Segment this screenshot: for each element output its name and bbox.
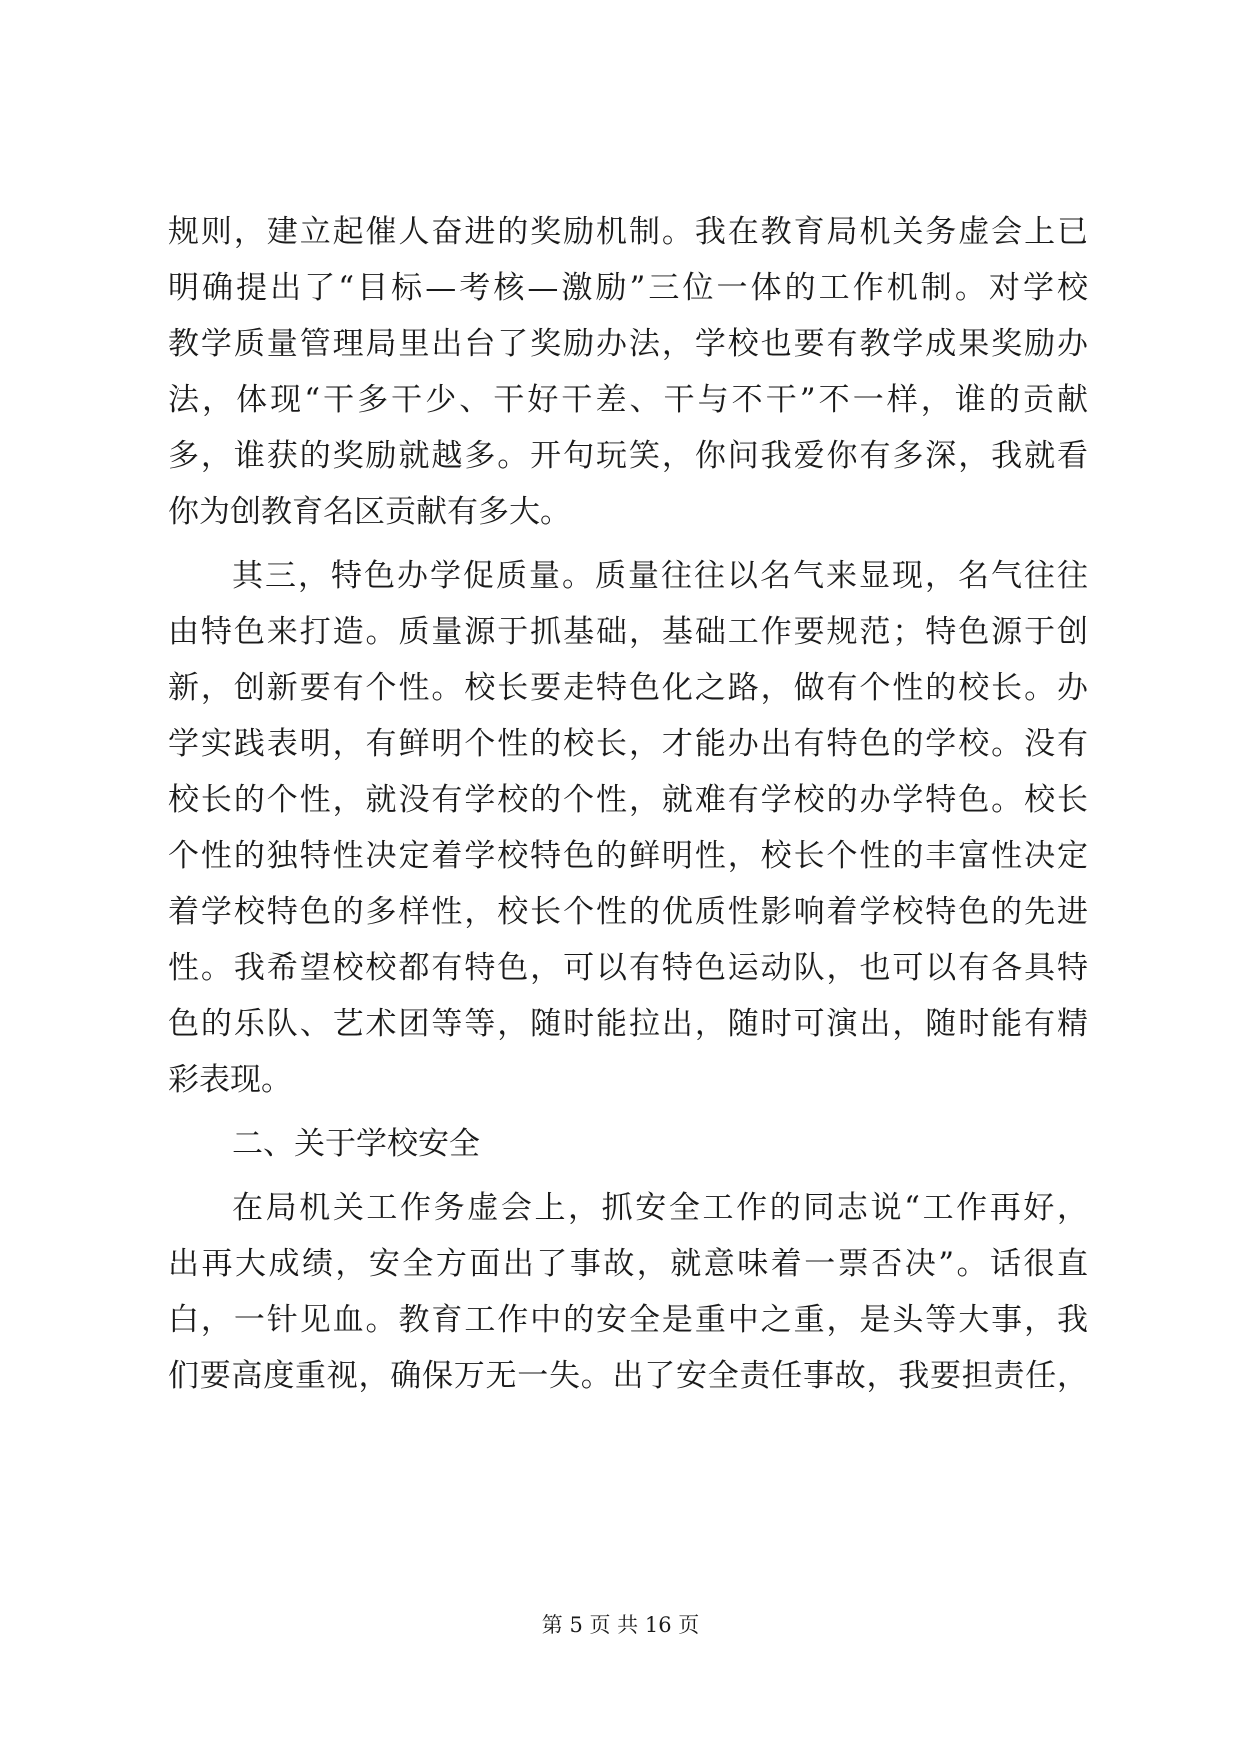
body-line: 法，体现“干多干少、干好干差、干与不干”不一样，谁的贡献 xyxy=(168,382,1088,418)
body-line: 性。我希望校校都有特色，可以有特色运动队，也可以有各具特 xyxy=(168,950,1088,986)
body-line: 明确提出了“目标—考核—激励”三位一体的工作机制。对学校 xyxy=(168,270,1088,306)
paragraph-first-line: 在局机关工作务虚会上，抓安全工作的同志说“工作再好， xyxy=(232,1190,1088,1226)
paragraph-first-line: 其三，特色办学促质量。质量往往以名气来显现，名气往往 xyxy=(232,558,1088,594)
body-line: 由特色来打造。质量源于抓基础，基础工作要规范；特色源于创 xyxy=(168,614,1088,650)
body-line: 色的乐队、艺术团等等，随时能拉出，随时可演出，随时能有精 xyxy=(168,1006,1088,1042)
page-footer: 第 5 页 共 16 页 xyxy=(541,1613,700,1637)
body-line: 新，创新要有个性。校长要走特色化之路，做有个性的校长。办 xyxy=(168,670,1088,706)
body-line: 个性的独特性决定着学校特色的鲜明性，校长个性的丰富性决定 xyxy=(168,838,1088,874)
body-line: 学实践表明，有鲜明个性的校长，才能办出有特色的学校。没有 xyxy=(168,726,1088,762)
body-line: 们要高度重视，确保万无一失。出了安全责任事故，我要担责任， xyxy=(168,1358,1088,1394)
body-line: 着学校特色的多样性，校长个性的优质性影响着学校特色的先进 xyxy=(168,894,1088,930)
body-line: 你为创教育名区贡献有多大。 xyxy=(168,494,571,530)
body-line: 出再大成绩，安全方面出了事故，就意味着一票否决”。话很直 xyxy=(168,1246,1088,1282)
body-line: 多，谁获的奖励就越多。开句玩笑，你问我爱你有多深，我就看 xyxy=(168,438,1088,474)
body-line: 彩表现。 xyxy=(168,1062,292,1098)
body-line: 白，一针见血。教育工作中的安全是重中之重，是头等大事，我 xyxy=(168,1302,1088,1338)
body-line: 教学质量管理局里出台了奖励办法，学校也要有教学成果奖励办 xyxy=(168,326,1088,362)
section-heading: 二、关于学校安全 xyxy=(232,1126,480,1162)
body-line: 校长的个性，就没有学校的个性，就难有学校的办学特色。校长 xyxy=(168,782,1088,818)
body-line: 规则，建立起催人奋进的奖励机制。我在教育局机关务虚会上已 xyxy=(168,214,1088,250)
